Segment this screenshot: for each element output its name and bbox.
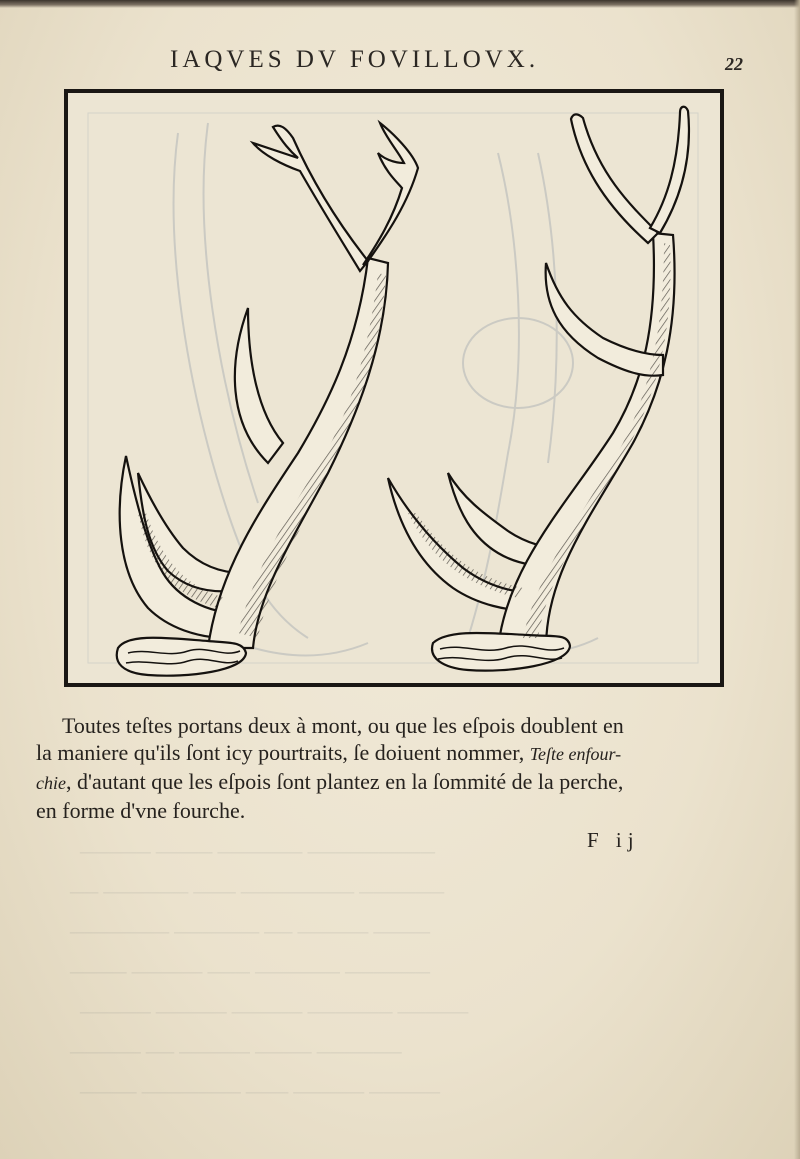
- text-fragment: la maniere qu'ils ſont icy pourtraits, ſe doiuent nommer,: [36, 740, 530, 765]
- show-through-text: ────── ────── ─── ───── ────: [70, 962, 431, 984]
- text-line: Toutes teſtes portans deux à mont, ou que les eſpois doublent en: [62, 713, 624, 738]
- italic-term: Teſte enfour-: [529, 744, 622, 764]
- text-line: [36, 739, 736, 768]
- text-line: en forme d'vne fourche.: [36, 798, 246, 823]
- show-through-text: ───── ────── ───── ───── ─────: [80, 1002, 469, 1024]
- signature-mark: F ij: [587, 828, 640, 852]
- antlers-woodcut-icon: [68, 93, 720, 683]
- page-number: 22: [725, 54, 743, 74]
- italic-term: chie: [36, 773, 66, 793]
- show-through-text: ───────── ────── ──── ─────: [80, 842, 436, 864]
- show-through-text: ────── ──── ───── ── ─────: [70, 1042, 402, 1064]
- text-line: [36, 768, 736, 797]
- running-head: IAQVES DV FOVILLOVX.: [170, 46, 540, 73]
- show-through-text: ───── ───── ─── ─────── ────: [80, 1082, 441, 1104]
- woodcut-illustration: [64, 89, 724, 687]
- show-through-text: ──── ───── ── ────── ───────: [70, 922, 431, 944]
- body-paragraph: [36, 712, 736, 824]
- page-right-edge: [794, 0, 800, 1159]
- show-through-text: ────── ──────── ─── ────── ──: [70, 882, 445, 904]
- text-fragment: , d'autant que les eſpois ſont plantez en la ſommité de la perche,: [65, 769, 624, 794]
- page-top-edge: [0, 0, 800, 8]
